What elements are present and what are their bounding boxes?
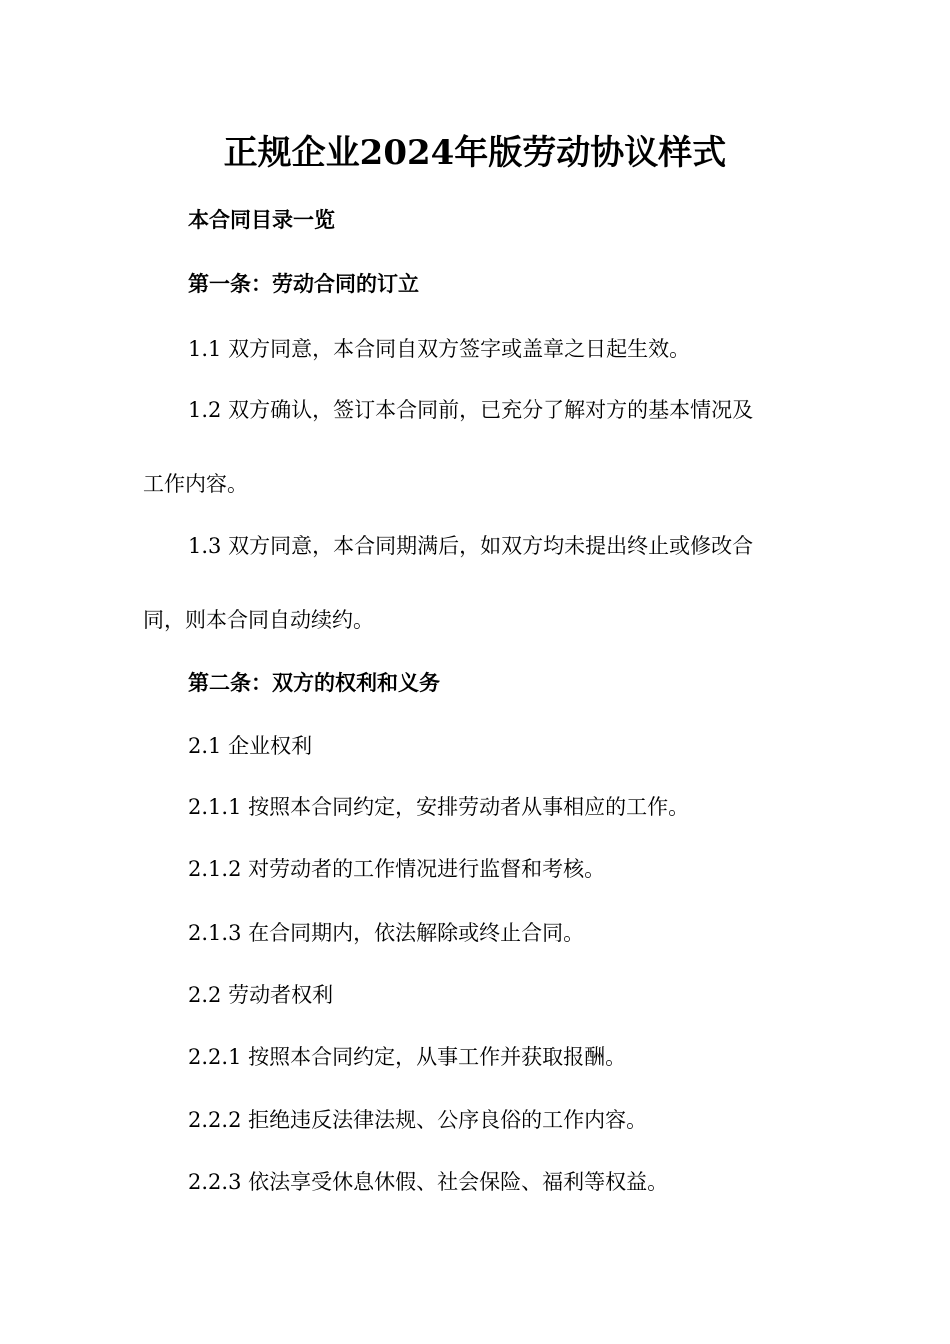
article-2-heading: 第二条：双方的权利和义务 (188, 670, 440, 695)
clause-2-2: 2.2 劳动者权利 (188, 983, 334, 1007)
clause-2-1: 2.1 企业权利 (188, 734, 313, 758)
clause-1-3-line2: 同，则本合同自动续约。 (143, 608, 374, 632)
clause-2-1-2: 2.1.2 对劳动者的工作情况进行监督和考核。 (188, 857, 606, 881)
clause-2-1-1: 2.1.1 按照本合同约定，安排劳动者从事相应的工作。 (188, 795, 690, 819)
clause-2-2-1: 2.2.1 按照本合同约定，从事工作并获取报酬。 (188, 1045, 627, 1069)
clause-1-3-line1: 1.3 双方同意，本合同期满后，如双方均未提出终止或修改合 (188, 534, 754, 558)
clause-2-2-2: 2.2.2 拒绝违反法律法规、公序良俗的工作内容。 (188, 1108, 648, 1132)
article-1-heading: 第一条：劳动合同的订立 (188, 271, 419, 296)
document-title: 正规企业2024年版劳动协议样式 (223, 133, 727, 173)
clause-1-1: 1.1 双方同意，本合同自双方签字或盖章之日起生效。 (188, 337, 691, 361)
clause-1-2-line2: 工作内容。 (143, 472, 248, 496)
toc-heading: 本合同目录一览 (188, 207, 335, 232)
clause-2-1-3: 2.1.3 在合同期内，依法解除或终止合同。 (188, 921, 585, 945)
clause-2-2-3: 2.2.3 依法享受休息休假、社会保险、福利等权益。 (188, 1170, 669, 1194)
clause-1-2-line1: 1.2 双方确认，签订本合同前，已充分了解对方的基本情况及 (188, 398, 754, 422)
